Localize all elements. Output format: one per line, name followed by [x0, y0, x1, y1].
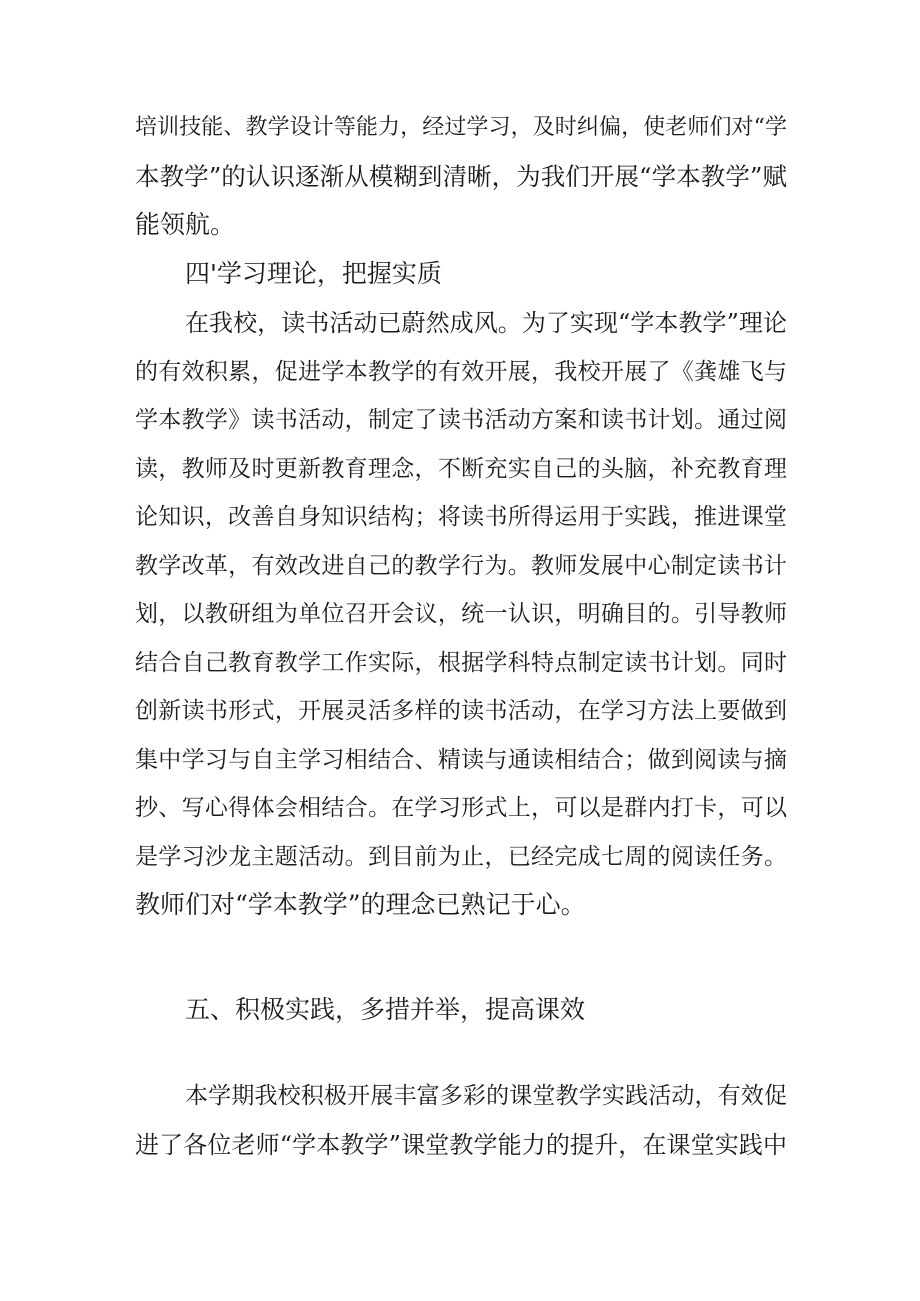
paragraph-line: 创新读书形式，开展灵活多样的读书活动，在学习方法上要做到 — [135, 698, 787, 724]
paragraph-line: 集中学习与自主学习相结合、精读与通读相结合；做到阅读与摘 — [135, 747, 787, 773]
paragraph-line: 读，教师及时更新教育理念，不断充实自己的头脑，补充教育理 — [135, 456, 787, 482]
paragraph-line: 论知识，改善自身知识结构；将读书所得运用于实践，推进课堂 — [135, 504, 787, 530]
paragraph-line: 能领航。 — [135, 210, 236, 239]
paragraph-line: 是学习沙龙主题活动。到目前为止，已经完成七周的阅读任务。 — [135, 844, 787, 870]
paragraph-line: 结合自己教育教学工作实际，根据学科特点制定读书计划。同时 — [135, 650, 787, 676]
paragraph-line: 划，以教研组为单位召开会议，统一认识，明确目的。引导教师 — [135, 601, 787, 627]
paragraph-line: 进了各位老师“学本教学”课堂教学能力的提升，在课堂实践中 — [135, 1131, 787, 1159]
paragraph-line: 教学改革，有效改进自己的教学行为。教师发展中心制定读书计 — [135, 553, 787, 579]
paragraph-line: 教师们对“学本教学”的理念已熟记于心。 — [135, 890, 586, 919]
paragraph-line: 培训技能、教学设计等能力，经过学习，及时纠偏，使老师们对“学 — [135, 115, 787, 140]
paragraph-line: 抄、写心得体会相结合。在学习形式上，可以是群内打卡，可以 — [135, 795, 787, 821]
paragraph-line: 的有效积累，促进学本教学的有效开展，我校开展了《龚雄飞与 — [135, 359, 787, 385]
paragraph-line: 学本教学》读书活动，制定了读书活动方案和读书计划。通过阅 — [135, 407, 787, 433]
paragraph-line: 在我校，读书活动已蔚然成风。为了实现“学本教学”理论 — [185, 309, 787, 337]
paragraph-line: 本教学”的认识逐渐从模糊到清晰，为我们开展“学本教学”赋 — [135, 162, 787, 191]
paragraph-line: 本学期我校积极开展丰富多彩的课堂教学实践活动，有效促 — [185, 1083, 787, 1109]
section-four-heading: 四'学习理论，把握实质 — [185, 259, 442, 288]
section-five-heading: 五、积极实践，多措并举，提高课效 — [185, 995, 586, 1024]
